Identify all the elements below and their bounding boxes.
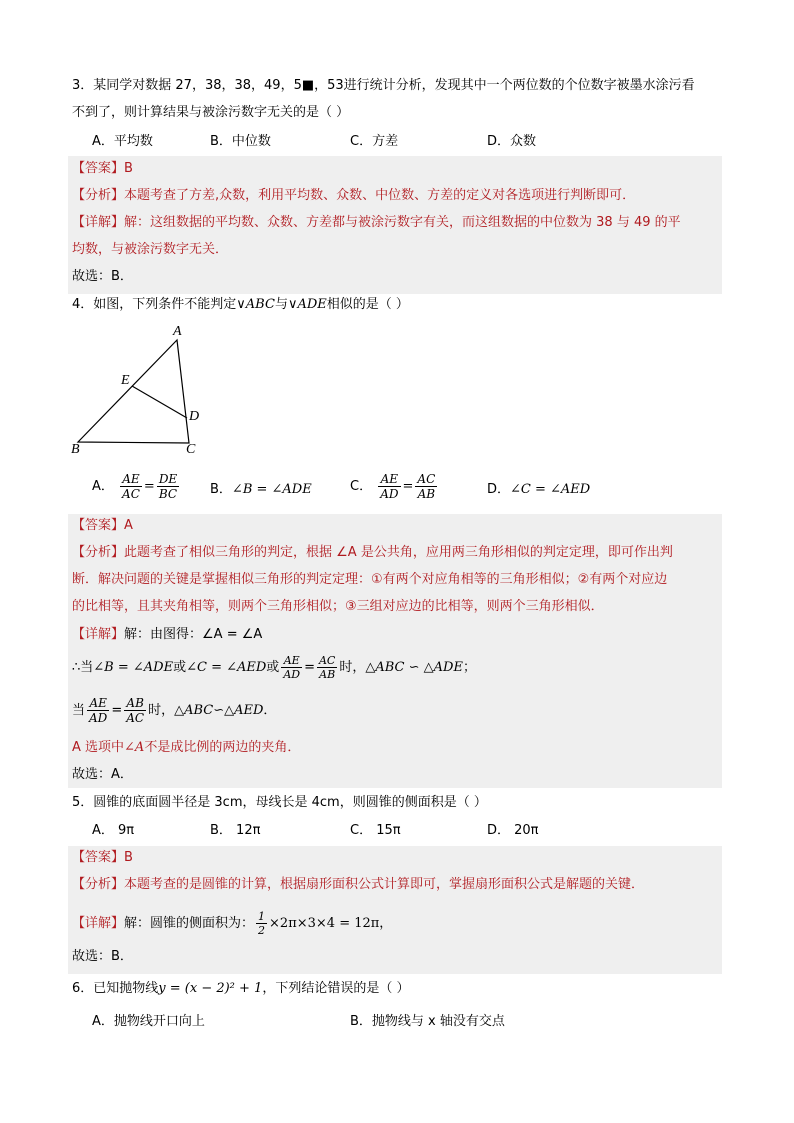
q4-detail-text1: 解：由图得：∠A = ∠A — [124, 627, 263, 642]
q3-answer — [72, 160, 133, 178]
q4-analysis-line3: 的比相等，且其夹角相等，则两个三角形相似；③三组对应边的比相等，则两个三角形相似． — [72, 599, 604, 614]
frac-den: AB — [417, 487, 436, 501]
q4-line1-e: 相似的是（ ） — [326, 297, 409, 312]
fraction-ae-ad — [378, 472, 400, 501]
or-1: 或 — [173, 660, 187, 675]
or-2: 或 — [266, 660, 280, 675]
period: ． — [263, 703, 277, 718]
angle-a: ∠A — [124, 740, 145, 755]
q5-option-b: B． 12π — [210, 823, 261, 838]
q5-detail-text: 解：圆锥的侧面积为： — [124, 916, 255, 931]
angle-b-ade: ∠B = ∠ADE — [93, 660, 174, 675]
q3-option-d: D．众数 — [487, 134, 537, 149]
q4-triangle-abc: ∨ABC — [236, 297, 275, 312]
q3-analysis-text: 本题考查了方差,众数，利用平均数、众数、中位数、方差的定义对各选项进行判断即可． — [124, 188, 636, 203]
equals: = — [143, 479, 155, 494]
q6-line1-a: 6．已知抛物线 — [72, 981, 159, 996]
frac-num: AB — [124, 696, 146, 711]
q3-detail-line1 — [72, 214, 681, 232]
q3-analysis-label: 【分析】 — [72, 188, 125, 203]
q4-option-d — [487, 481, 590, 499]
q4-analysis-line1 — [72, 544, 673, 562]
fraction-ae-ac — [120, 472, 142, 501]
frac-num: 1 — [258, 910, 266, 923]
fraction-ae-ad-2 — [87, 696, 109, 725]
q4-answer — [72, 517, 133, 535]
q4-option-b-prefix: B． — [210, 482, 232, 497]
option-a-in: A 选项中 — [72, 740, 125, 755]
frac-num: AE — [378, 472, 400, 487]
figure-label-b: B — [71, 442, 80, 457]
q4-option-d-math: ∠C = ∠AED — [510, 482, 591, 497]
frac-den: BC — [158, 487, 178, 501]
frac-num: AC — [417, 472, 436, 486]
q4-detail-line2: ∴当∠B = ∠ADE或∠C = ∠AED或 $\frac{AE}{AD}$ = $\frac{AC}{AB}$ 时，△ABC ∽ △ADE； — [72, 654, 476, 681]
frac-den: AD — [283, 668, 301, 681]
fraction-de-bc — [157, 472, 179, 501]
q5-answer — [72, 849, 133, 867]
q4-choose: 故选：A． — [72, 767, 133, 782]
segment-ed — [132, 386, 187, 418]
then-1: 时， — [339, 660, 366, 675]
q4-detail-line4 — [72, 739, 300, 757]
q4-option-a — [92, 472, 181, 501]
q5-detail-label: 【详解】 — [72, 916, 125, 931]
q4-detail-label: 【详解】 — [72, 627, 125, 642]
q6-option-a: A．抛物线开口向上 — [92, 1014, 205, 1029]
q5-choose: 故选：B． — [72, 949, 133, 964]
q4-analysis-label: 【分析】 — [72, 545, 125, 560]
figure-label-c: C — [186, 442, 196, 457]
parabola-equation: y = (x − 2)² + 1 — [158, 981, 263, 996]
q3-choose: 故选：B． — [72, 269, 133, 284]
frac-den: AB — [319, 668, 336, 681]
similar-abc-aed: △ABC∽△AED — [174, 703, 264, 718]
q4-triangle-figure — [70, 325, 220, 465]
frac-den: AC — [122, 487, 140, 501]
q3-option-c: C．方差 — [350, 134, 399, 149]
q4-answer-value: A — [124, 518, 133, 533]
semicolon: ； — [462, 660, 476, 675]
q4-option-b-math: ∠B = ∠ADE — [231, 482, 312, 497]
frac-den: AC — [126, 711, 145, 725]
frac-den: AD — [89, 711, 108, 725]
fraction-one-half — [256, 910, 267, 937]
q4-option-c — [350, 472, 439, 501]
fraction-ac-ab — [317, 654, 337, 681]
q4-detail-line1 — [72, 626, 262, 644]
q3-line1: 3．某同学对数据 27，38，38，49，5■，53进行统计分析，发现其中一个两位数的个位数字被墨水涂污看 — [72, 78, 695, 93]
q3-line2: 不到了，则计算结果与被涂污数字无关的是（ ） — [72, 105, 350, 120]
q4-analysis-line2: 断．解决问题的关键是掌握相似三角形的判定定理：①有两个对应角相等的三角形相似；②有两个对应边 — [72, 572, 668, 587]
q3-answer-label: 【答案】 — [72, 161, 125, 176]
q3-detail-label: 【详解】 — [72, 215, 125, 230]
q3-option-a: A．平均数 — [92, 134, 153, 149]
q3-detail-line2: 均数，与被涂污数字无关． — [72, 242, 229, 257]
therefore-when: ∴当 — [72, 660, 94, 675]
q4-detail-line3: 当 $\frac{AE}{AD}$ = $\frac{AB}{AC}$ 时，△ABC∽△AED． — [72, 696, 277, 725]
figure-label-e: E — [121, 373, 130, 388]
q5-option-c: C． 15π — [350, 823, 401, 838]
q4-line1-a: 4．如图，下列条件不能判定 — [72, 297, 237, 312]
q4-option-d-prefix: D． — [487, 482, 511, 497]
q5-answer-label: 【答案】 — [72, 850, 125, 865]
equals: = — [402, 479, 414, 494]
frac-den: AD — [380, 487, 399, 501]
frac-num: AC — [318, 654, 336, 667]
q5-detail — [72, 910, 392, 937]
q5-analysis-label: 【分析】 — [72, 877, 125, 892]
q4-analysis-text1: 此题考查了相似三角形的判定，根据 ∠A 是公共角，应用两三角形相似的判定定理，即可作出判 — [124, 545, 673, 560]
q3-analysis — [72, 187, 635, 205]
frac-num: AE — [120, 472, 142, 487]
fraction-ab-ac — [124, 696, 146, 725]
q5-analysis-text: 本题考查的是圆锥的计算，根据扇形面积公式计算即可，掌握扇形面积公式是解题的关键． — [124, 877, 645, 892]
frac-den: 2 — [258, 924, 266, 937]
q6-line1-c: ，下列结论错误的是（ ） — [262, 981, 410, 996]
q4-line1-c: 与 — [274, 297, 288, 312]
then-2: 时， — [148, 703, 175, 718]
q4-option-b — [210, 481, 312, 499]
q4-answer-label: 【答案】 — [72, 518, 125, 533]
fraction-ac-ab — [415, 472, 437, 501]
q4-triangle-ade: ∨ADE — [287, 297, 327, 312]
q5-answer-value: B — [124, 850, 133, 865]
q5-option-d: D． 20π — [487, 823, 539, 838]
similar-abc-ade: △ABC ∽ △ADE — [365, 660, 463, 675]
angle-c-aed: ∠C = ∠AED — [186, 660, 267, 675]
frac-num: AE — [87, 696, 109, 711]
q5-line1: 5．圆锥的底面圆半径是 3cm，母线长是 4cm，则圆锥的侧面积是（ ） — [72, 795, 487, 810]
frac-num: AE — [281, 654, 302, 668]
q6-option-b: B．抛物线与 x 轴没有交点 — [350, 1014, 505, 1029]
q4-line1 — [72, 296, 409, 314]
figure-label-d: D — [189, 409, 200, 424]
q3-detail-text1: 解：这组数据的平均数、众数、方差都与被涂污数字有关，而这组数据的中位数为 38 与 49 的平 — [124, 215, 681, 230]
q5-option-a: A． 9π — [92, 823, 135, 838]
q3-answer-value: B — [124, 161, 133, 176]
q5-analysis — [72, 876, 644, 894]
figure-label-a: A — [173, 324, 182, 339]
fraction-ae-ad — [281, 654, 302, 681]
q4-option-c-prefix: C． — [350, 479, 373, 494]
q4-option-a-prefix: A． — [92, 479, 114, 494]
triangle-abc — [78, 340, 189, 443]
q6-line1 — [72, 980, 409, 998]
not-included-angle: 不是成比例的两边的夹角． — [144, 740, 301, 755]
when: 当 — [72, 703, 86, 718]
q5-detail-formula: ×2π×3×4 = 12π， — [269, 916, 393, 931]
frac-num: DE — [158, 472, 178, 486]
q3-option-b: B．中位数 — [210, 134, 271, 149]
